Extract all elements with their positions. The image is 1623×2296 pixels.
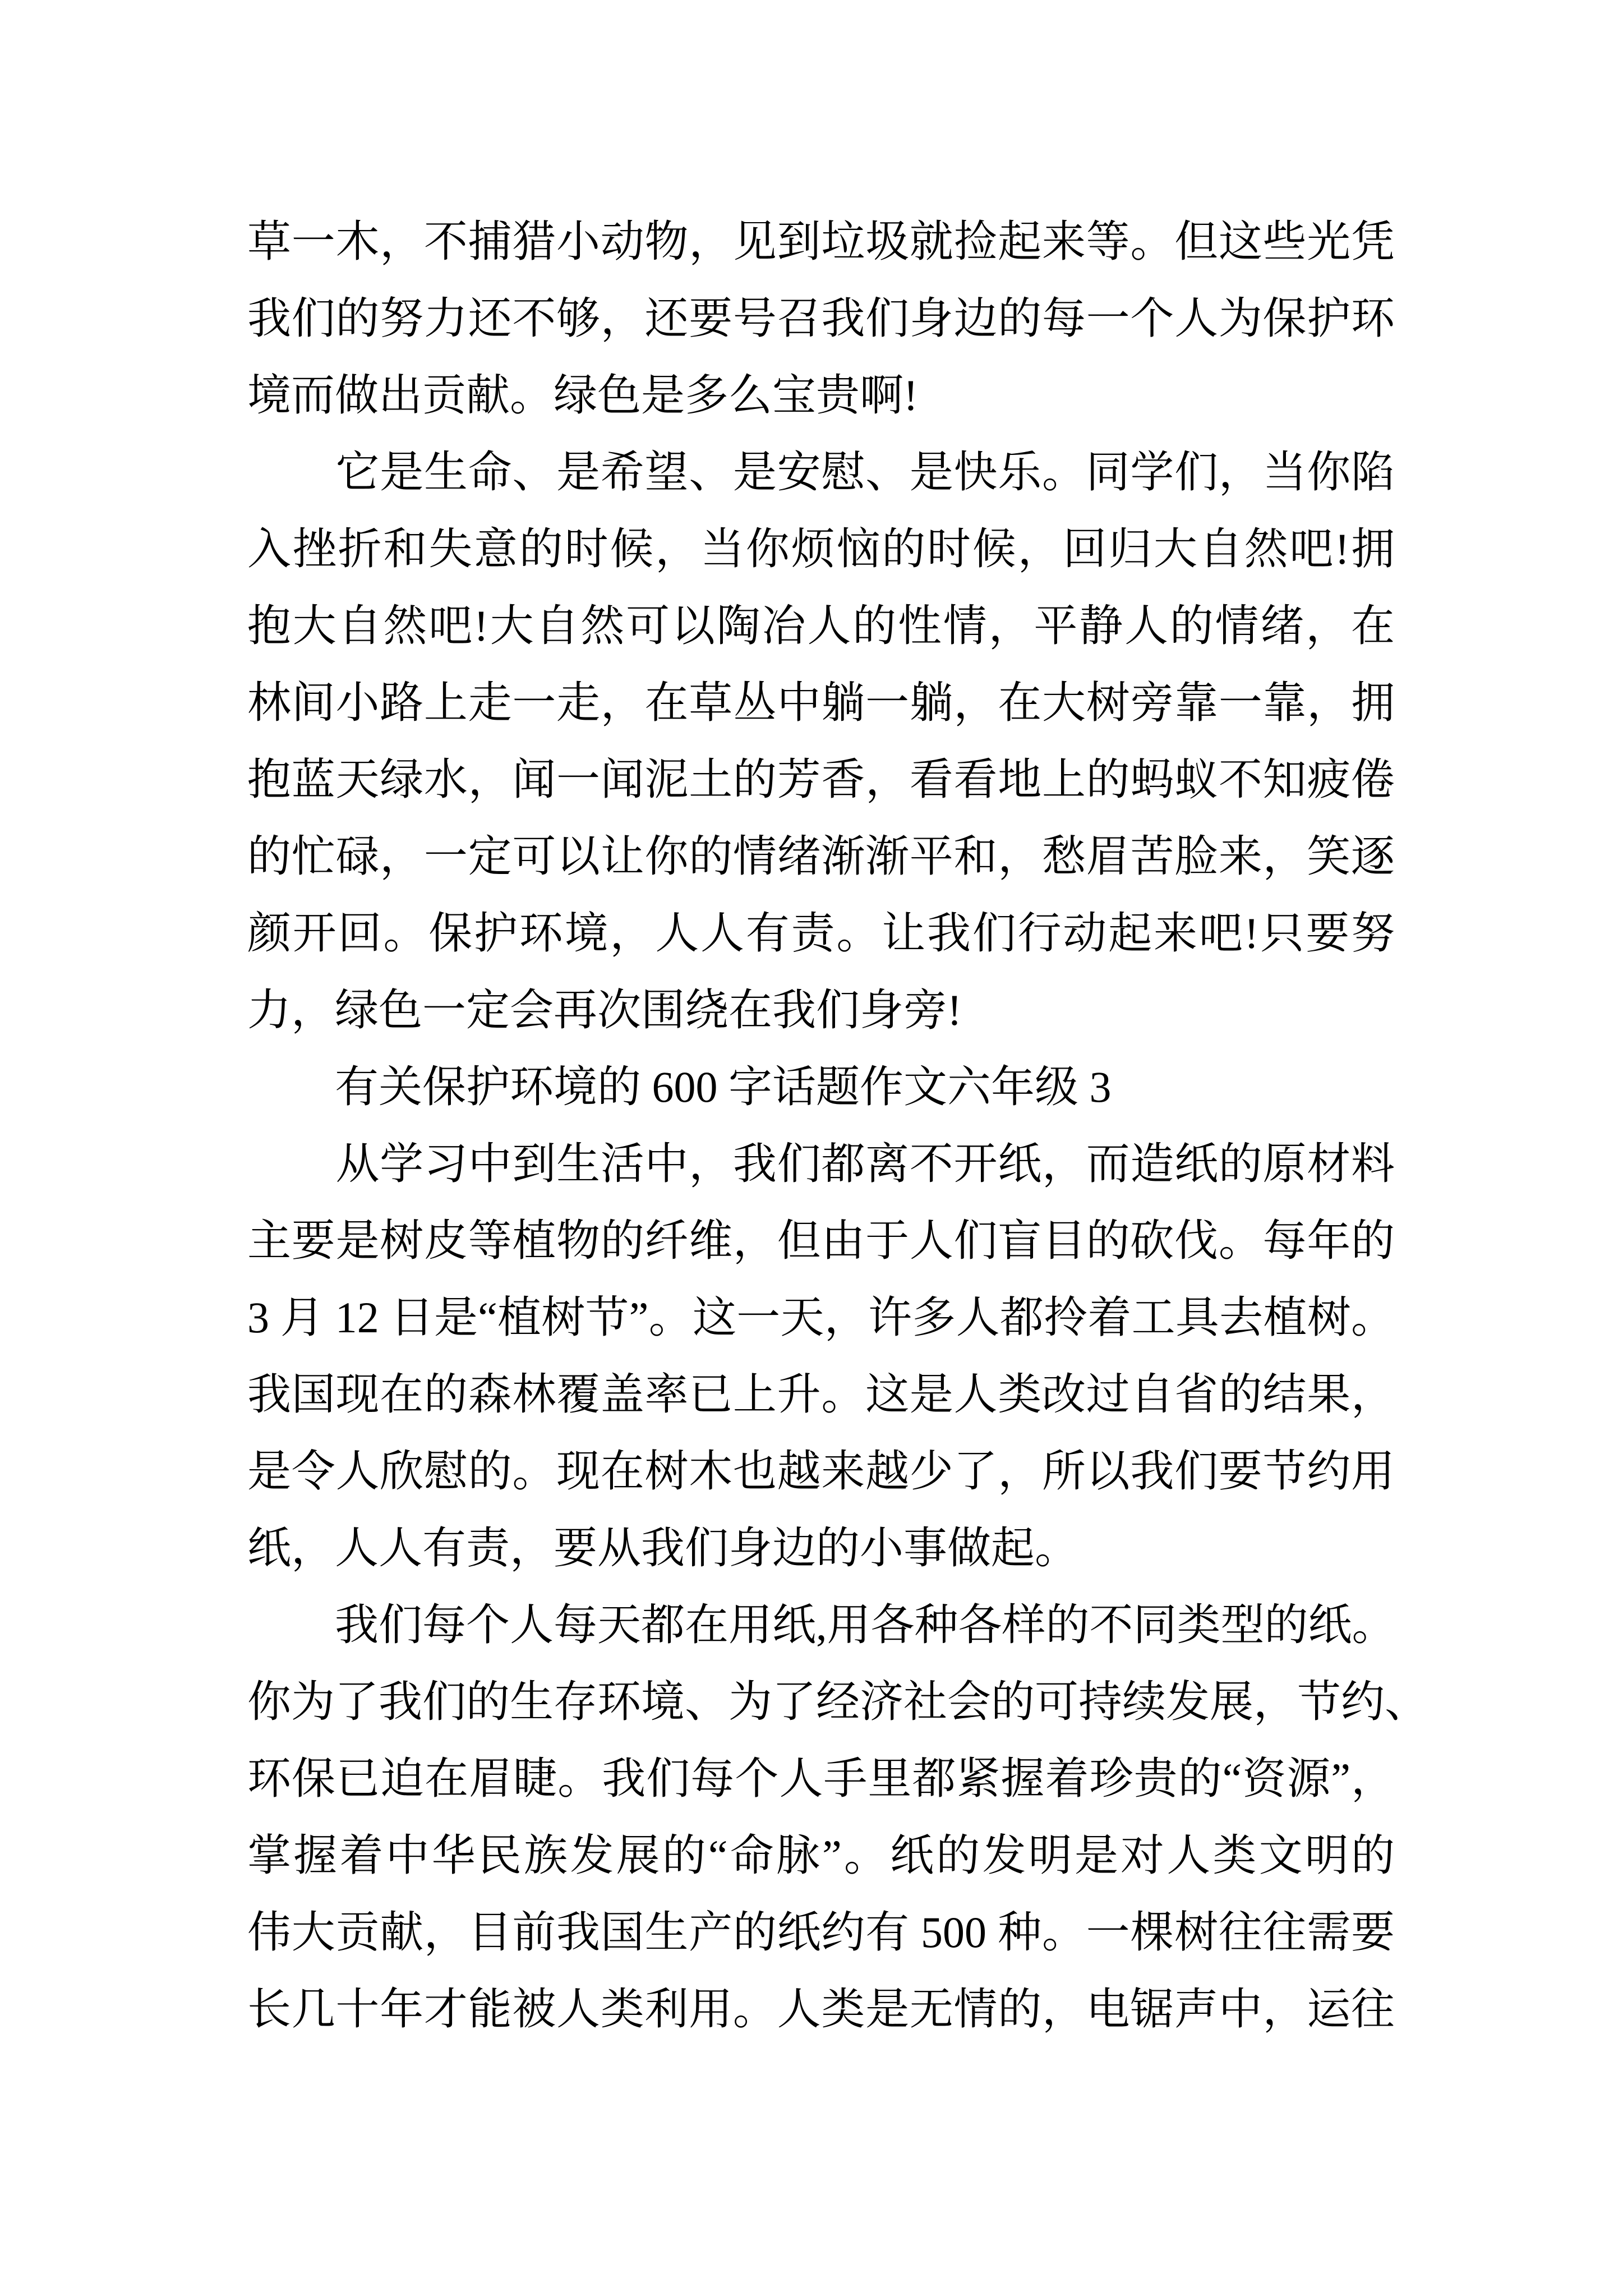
text-line: 抱蓝天绿水，闻一闻泥土的芳香，看看地上的蚂蚁不知疲倦 — [247, 755, 1395, 804]
text-line: 抱大自然吧!大自然可以陶冶人的性情，平静人的情绪，在 — [247, 601, 1395, 650]
text-line: 长几十年才能被人类利用。人类是无情的，电锯声中，运往 — [247, 1985, 1395, 2033]
text-line: 纸，人人有责，要从我们身边的小事做起。 — [247, 1524, 1079, 1572]
text-line: 3 月 12 日是“植树节”。这一天，许多人都拎着工具去植树。 — [247, 1293, 1395, 1342]
text-line: 主要是树皮等植物的纤维，但由于人们盲目的砍伐。每年的 — [247, 1216, 1395, 1265]
text-line: 从学习中到生活中，我们都离不开纸，而造纸的原材料 — [247, 1139, 1395, 1188]
text-line: 力，绿色一定会再次围绕在我们身旁! — [247, 986, 962, 1034]
text-line: 掌握着中华民族发展的“命脉”。纸的发明是对人类文明的 — [247, 1831, 1395, 1880]
text-line: 伟大贡献，目前我国生产的纸约有 500 种。一棵树往往需要 — [247, 1908, 1395, 1957]
text-line: 我国现在的森林覆盖率已上升。这是人类改过自省的结果， — [247, 1370, 1395, 1419]
text-line: 我们的努力还不够，还要号召我们身边的每一个人为保护环 — [247, 294, 1395, 343]
text-line: 它是生命、是希望、是安慰、是快乐。同学们，当你陷 — [247, 448, 1395, 496]
section-heading-line: 有关保护环境的 600 字话题作文六年级 3 — [247, 1062, 1112, 1111]
text-line: 我们每个人每天都在用纸,用各种各样的不同类型的纸。 — [247, 1600, 1396, 1649]
text-line: 是令人欣慰的。现在树木也越来越少了，所以我们要节约用 — [247, 1447, 1395, 1496]
text-line: 颜开回。保护环境，人人有责。让我们行动起来吧!只要努 — [247, 909, 1395, 958]
text-line: 的忙碌，一定可以让你的情绪渐渐平和，愁眉苦脸来，笑逐 — [247, 832, 1395, 881]
text-line: 入挫折和失意的时候，当你烦恼的时候，回归大自然吧!拥 — [247, 524, 1395, 573]
text-line: 林间小路上走一走，在草丛中躺一躺，在大树旁靠一靠，拥 — [247, 678, 1395, 727]
text-line: 境而做出贡献。绿色是多么宝贵啊! — [247, 371, 918, 420]
text-line: 环保已迫在眉睫。我们每个人手里都紧握着珍贵的“资源”， — [247, 1754, 1395, 1803]
text-block — [247, 203, 1429, 2047]
text-line: 草一木，不捕猎小动物，见到垃圾就捡起来等。但这些光凭 — [247, 217, 1395, 266]
text-line: 你为了我们的生存环境、为了经济社会的可持续发展，节约、 — [247, 1677, 1429, 1726]
